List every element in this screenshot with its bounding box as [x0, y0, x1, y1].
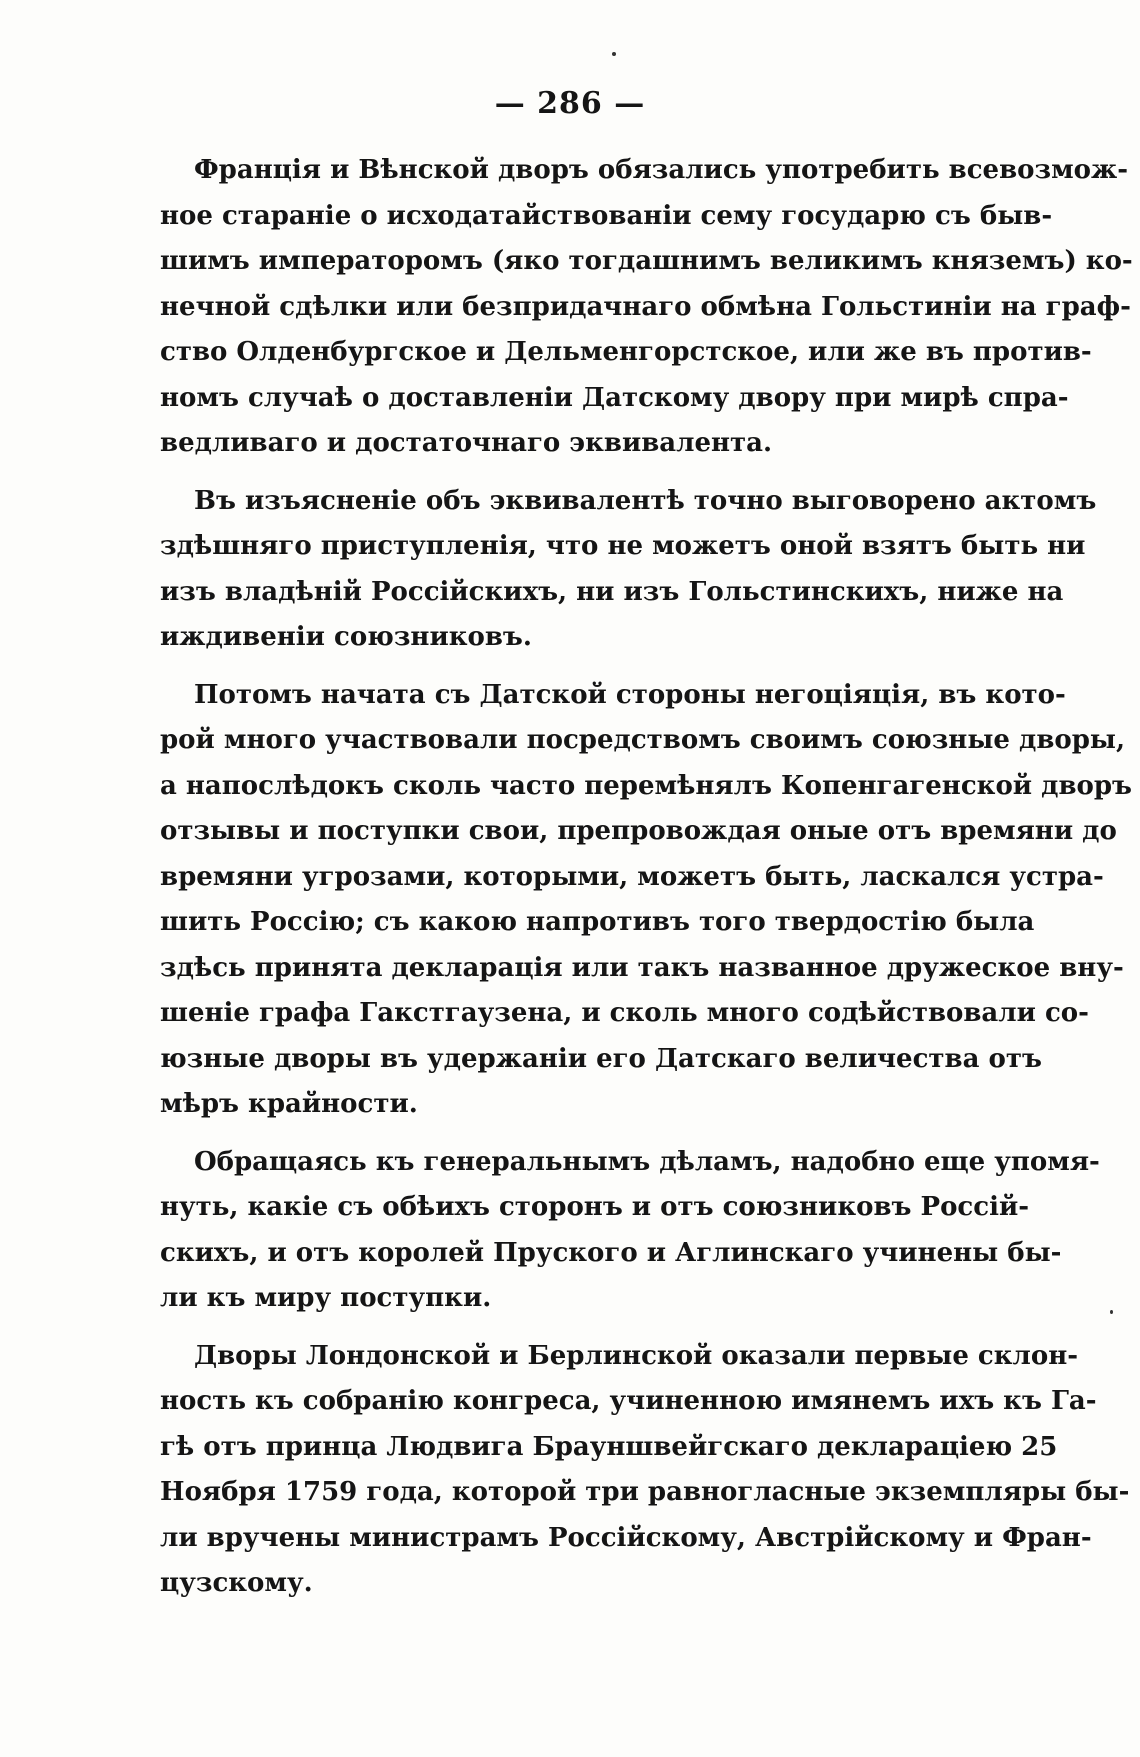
text-line: здѣшняго приступленія, что не можетъ оной взятъ быть ни: [160, 531, 1086, 561]
text-line: цузскому.: [160, 1568, 313, 1598]
text-line: мѣръ крайности.: [160, 1089, 418, 1119]
text-line: Обращаясь къ генеральнымъ дѣламъ, надобно еще упомя-: [194, 1146, 1100, 1177]
print-speck: [1110, 1310, 1113, 1314]
text-line: нечной сдѣлки или безпридачнаго обмѣна Гольстиніи на граф-: [160, 291, 1131, 322]
text-line: Ноября 1759 года, которой три равногласные экземпляры бы-: [160, 1477, 1130, 1507]
text-line: времяни угрозами, которыми, можетъ быть, ласкался устра-: [160, 861, 1104, 892]
text-line: ли къ миру поступки.: [160, 1283, 492, 1313]
paragraph-3: [160, 673, 1132, 1128]
paragraph-1: [160, 148, 1133, 467]
text-line: отзывы и поступки свои, препровождая оные отъ времяни до: [160, 816, 1117, 846]
text-line: изъ владѣній Россійскихъ, ни изъ Гольстинскихъ, ниже на: [160, 576, 1064, 607]
text-line: а напослѣдокъ сколь часто перемѣнялъ Копенгагенской дворъ: [160, 770, 1132, 801]
text-line: Францiя и Вѣнской дворъ обязались употребить всевозмож-: [194, 155, 1129, 185]
text-line: Въ изъясненіе объ эквивалентѣ точно выговорено актомъ: [194, 485, 1097, 516]
text-line: юзные дворы въ удержаніи его Датскаго величества отъ: [160, 1043, 1042, 1074]
text-line: рой много участвовали посредствомъ своимъ союзные дворы,: [160, 725, 1126, 755]
text-line: Потомъ начата съ Датской стороны негоціяція, въ кото-: [194, 679, 1066, 710]
text-line: номъ случаѣ о доставленіи Датскому двору при мирѣ спра-: [160, 382, 1069, 413]
text-line: здѣсь принята декларація или такъ названное дружеское вну-: [160, 952, 1124, 983]
page-number: — 286 —: [494, 86, 646, 121]
paragraph-2: [160, 479, 1097, 661]
paragraph-5: [160, 1334, 1130, 1607]
text-line: шимъ императоромъ (яко тогдашнимъ великимъ княземъ) ко-: [160, 246, 1133, 276]
text-line: ли вручены министрамъ Россійскому, Австрійскому и Фран-: [160, 1522, 1092, 1553]
text-line: ное стараніе о исходатайствованіи сему государю съ быв-: [160, 200, 1053, 231]
text-line: гѣ отъ принца Людвига Брауншвейгскаго деклараціею 25: [160, 1431, 1058, 1462]
text-line: ство Олденбургское и Дельменгорстское, или же въ против-: [160, 337, 1092, 367]
paragraph-4: [160, 1140, 1100, 1322]
text-line: ность къ собранію конгреса, учиненною имянемъ ихъ къ Га-: [160, 1386, 1097, 1416]
text-line: нуть, какіе съ обѣихъ сторонъ и отъ союзниковъ Россій-: [160, 1192, 1030, 1222]
text-line: скихъ, и отъ королей Пруского и Аглинскаго учинены бы-: [160, 1237, 1062, 1268]
text-line: иждивеніи союзниковъ.: [160, 622, 532, 652]
body-text: [160, 148, 1133, 1619]
text-line: шеніе графа Гакстгаузена, и сколь много содѣйствовали со-: [160, 998, 1089, 1028]
text-line: шить Россію; съ какою напротивъ того твердостію была: [160, 907, 1035, 937]
print-speck: [612, 52, 616, 56]
text-line: ведливаго и достаточнаго эквивалента.: [160, 428, 773, 458]
text-line: Дворы Лондонской и Берлинской оказали первые склон-: [194, 1340, 1079, 1371]
